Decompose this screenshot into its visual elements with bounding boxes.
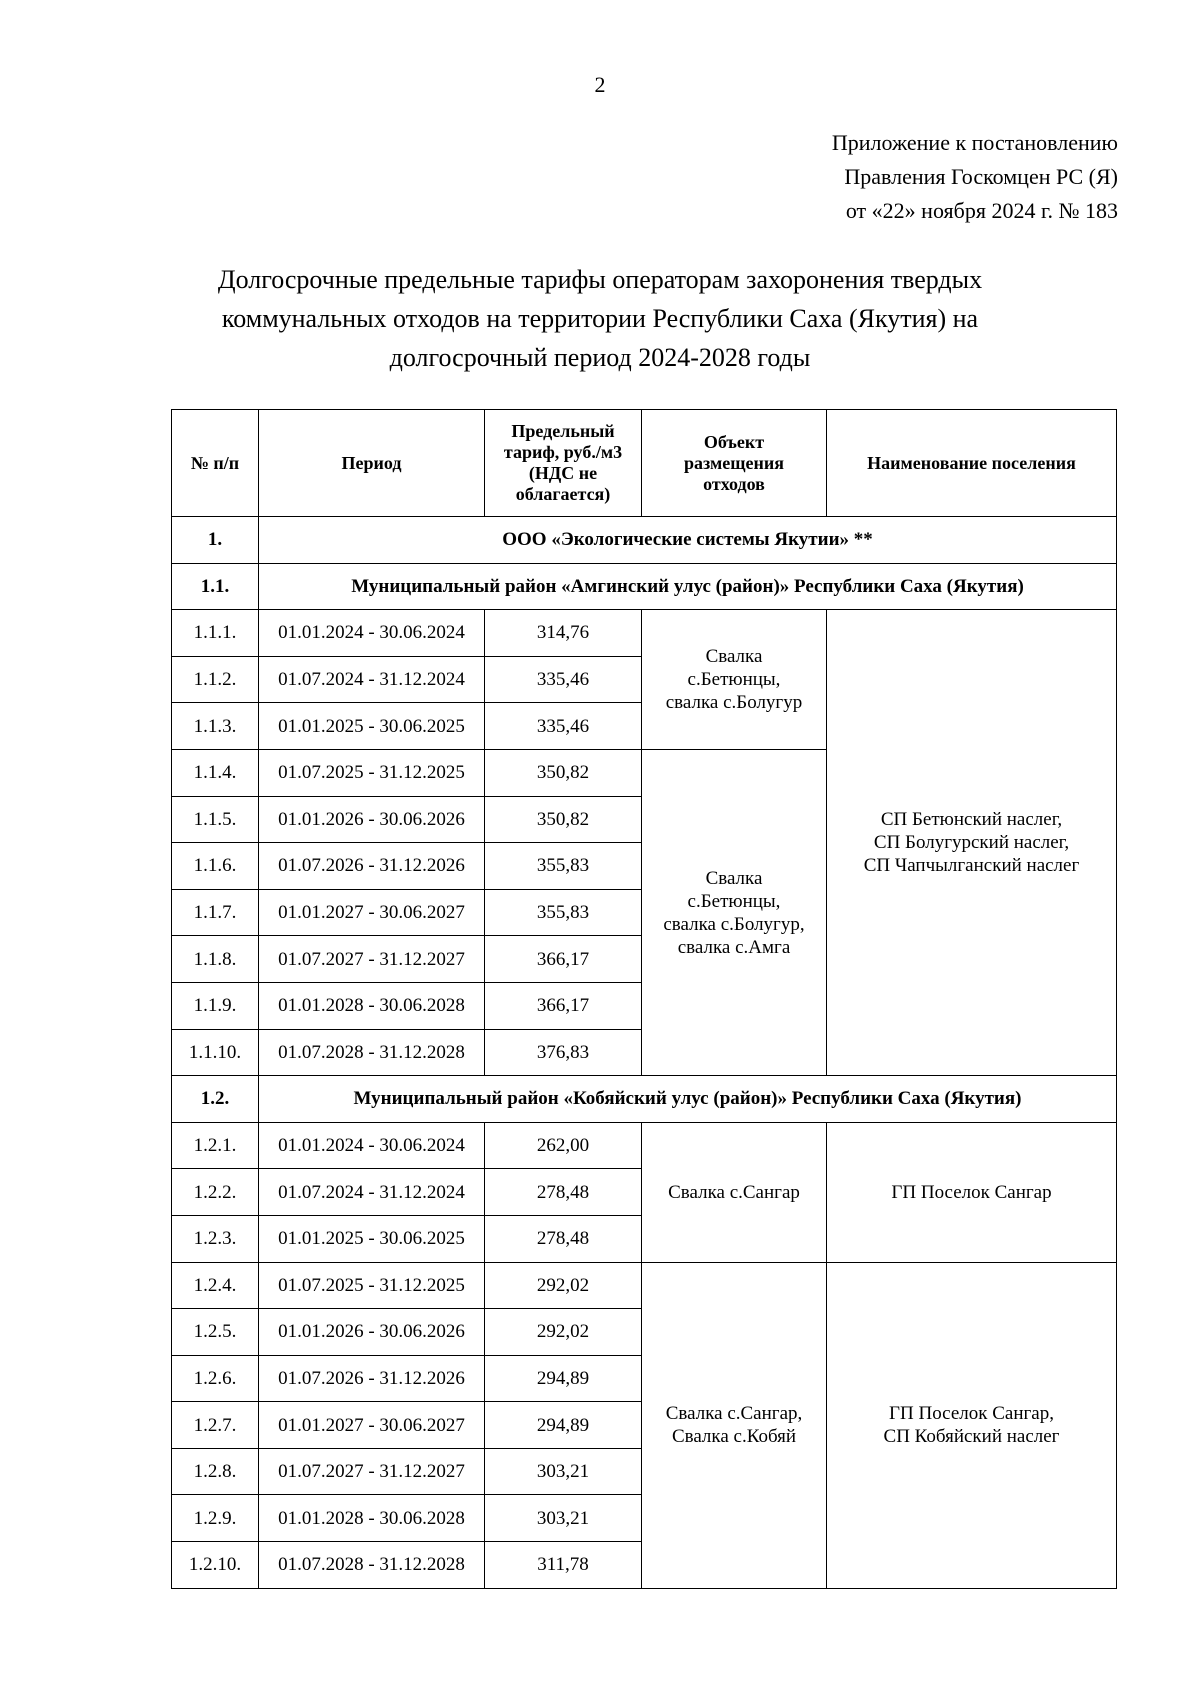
header-num: № п/п [172, 410, 259, 517]
header-tariff-line: облагается) [515, 484, 611, 504]
appendix-line: Приложение к постановлению [831, 130, 1118, 155]
row-tariff: 311,78 [485, 1542, 642, 1589]
section-row [172, 1076, 1117, 1123]
waste-object [642, 1262, 827, 1588]
waste-object-line: Свалка [705, 867, 763, 889]
row-tariff: 366,17 [485, 936, 642, 983]
row-period: 01.01.2027 - 30.06.2027 [259, 889, 485, 936]
title-line: коммунальных отходов на территории Республики Саха (Якутия) на [221, 304, 979, 333]
section-num: 1.2. [172, 1076, 259, 1123]
header-tariff-line: Предельный [511, 421, 615, 441]
row-num: 1.1.2. [172, 656, 259, 703]
row-tariff: 350,82 [485, 796, 642, 843]
row-num: 1.1.7. [172, 889, 259, 936]
row-tariff: 366,17 [485, 982, 642, 1029]
org-row [172, 517, 1117, 564]
row-period: 01.07.2025 - 31.12.2025 [259, 749, 485, 796]
row-tariff: 303,21 [485, 1495, 642, 1542]
row-num: 1.2.8. [172, 1448, 259, 1495]
row-tariff: 294,89 [485, 1402, 642, 1449]
appendix-line: Правления Госкомцен РС (Я) [844, 164, 1118, 189]
row-tariff: 350,82 [485, 749, 642, 796]
settlement [827, 1122, 1117, 1262]
row-period: 01.07.2028 - 31.12.2028 [259, 1542, 485, 1589]
row-num: 1.2.9. [172, 1495, 259, 1542]
row-period: 01.01.2028 - 30.06.2028 [259, 1495, 485, 1542]
row-tariff: 262,00 [485, 1122, 642, 1169]
row-num: 1.1.4. [172, 749, 259, 796]
page-number: 2 [594, 72, 606, 97]
row-tariff: 294,89 [485, 1355, 642, 1402]
row-period: 01.07.2027 - 31.12.2027 [259, 936, 485, 983]
row-tariff: 335,46 [485, 656, 642, 703]
section-num: 1.1. [172, 563, 259, 610]
row-period: 01.01.2028 - 30.06.2028 [259, 982, 485, 1029]
header-tariff-line: тариф, руб./м3 [503, 442, 623, 462]
waste-object-line: с.Бетюнцы, [687, 669, 781, 691]
row-period: 01.07.2026 - 31.12.2026 [259, 843, 485, 890]
row-num: 1.2.10. [172, 1542, 259, 1589]
row-num: 1.2.2. [172, 1169, 259, 1216]
row-num: 1.2.6. [172, 1355, 259, 1402]
row-period: 01.01.2025 - 30.06.2025 [259, 1215, 485, 1262]
settlement-line: ГП Поселок Сангар, [889, 1403, 1054, 1425]
tariff-table [171, 409, 1117, 1589]
row-period: 01.01.2026 - 30.06.2026 [259, 1309, 485, 1356]
settlement [827, 1262, 1117, 1588]
row-num: 1.2.7. [172, 1402, 259, 1449]
row-period: 01.07.2026 - 31.12.2026 [259, 1355, 485, 1402]
header-object [642, 410, 827, 517]
row-period: 01.01.2026 - 30.06.2026 [259, 796, 485, 843]
row-tariff: 278,48 [485, 1215, 642, 1262]
row-period: 01.07.2028 - 31.12.2028 [259, 1029, 485, 1076]
row-num: 1.1.5. [172, 796, 259, 843]
row-tariff: 292,02 [485, 1309, 642, 1356]
row-num: 1.1.8. [172, 936, 259, 983]
settlement-line: ГП Поселок Сангар [891, 1181, 1052, 1203]
header-object-line: отходов [703, 473, 765, 494]
row-num: 1.2.5. [172, 1309, 259, 1356]
row-num: 1.1.9. [172, 982, 259, 1029]
row-num: 1.1.10. [172, 1029, 259, 1076]
row-num: 1.1.6. [172, 843, 259, 890]
waste-object [642, 1122, 827, 1262]
row-period: 01.07.2024 - 31.12.2024 [259, 1169, 485, 1216]
waste-object-line: свалка с.Болугур, [663, 913, 805, 935]
title-line: Долгосрочные предельные тарифы операторам захоронения твердых [217, 265, 983, 294]
row-num: 1.2.1. [172, 1122, 259, 1169]
row-tariff: 355,83 [485, 889, 642, 936]
title-line: долгосрочный период 2024-2028 годы [389, 343, 811, 372]
document-title [150, 260, 1050, 377]
row-num: 1.2.3. [172, 1215, 259, 1262]
header-object-line: Объект [703, 431, 765, 452]
row-tariff: 278,48 [485, 1169, 642, 1216]
section-name: Муниципальный район «Кобяйский улус (район)» Республики Саха (Якутия) [259, 1076, 1117, 1123]
waste-object-line: Свалка [705, 646, 763, 668]
header-tariff-line: (НДС не [528, 463, 598, 483]
row-num: 1.1.3. [172, 703, 259, 750]
table-row [172, 1262, 1117, 1309]
settlement-line: СП Чапчылганский наслег [863, 855, 1080, 877]
section-name: Муниципальный район «Амгинский улус (район)» Республики Саха (Якутия) [259, 563, 1117, 610]
org-num: 1. [172, 517, 259, 564]
header-tariff [485, 410, 642, 517]
row-period: 01.01.2025 - 30.06.2025 [259, 703, 485, 750]
table-header-row [172, 410, 1117, 517]
org-name: ООО «Экологические системы Якутии» ** [259, 517, 1117, 564]
appendix-note [618, 126, 1118, 228]
waste-object [642, 749, 827, 1075]
row-period: 01.07.2024 - 31.12.2024 [259, 656, 485, 703]
waste-object-line: Свалка с.Сангар, [665, 1403, 803, 1425]
row-period: 01.01.2027 - 30.06.2027 [259, 1402, 485, 1449]
header-object-line: размещения [684, 452, 784, 473]
header-settlement: Наименование поселения [827, 410, 1117, 517]
waste-object-line: Свалка с.Сангар [668, 1181, 800, 1203]
row-num: 1.1.1. [172, 610, 259, 657]
waste-object-line: Свалка с.Кобяй [671, 1426, 797, 1448]
table-row [172, 610, 1117, 657]
appendix-line: от «22» ноября 2024 г. № 183 [845, 198, 1118, 223]
row-tariff: 335,46 [485, 703, 642, 750]
waste-object-line: с.Бетюнцы, [687, 890, 781, 912]
row-tariff: 292,02 [485, 1262, 642, 1309]
row-period: 01.07.2025 - 31.12.2025 [259, 1262, 485, 1309]
settlement-line: СП Бетюнский наслег, [880, 809, 1063, 831]
settlement-line: СП Болугурский наслег, [873, 832, 1070, 854]
row-tariff: 303,21 [485, 1448, 642, 1495]
waste-object-line: свалка с.Амга [677, 936, 791, 958]
section-row [172, 563, 1117, 610]
settlement-line: СП Кобяйский наслег [883, 1426, 1060, 1448]
row-tariff: 314,76 [485, 610, 642, 657]
waste-object [642, 610, 827, 750]
row-tariff: 355,83 [485, 843, 642, 890]
waste-object-line: свалка с.Болугур [665, 692, 803, 714]
row-num: 1.2.4. [172, 1262, 259, 1309]
settlement [827, 610, 1117, 1076]
row-period: 01.01.2024 - 30.06.2024 [259, 610, 485, 657]
row-period: 01.07.2027 - 31.12.2027 [259, 1448, 485, 1495]
header-period: Период [259, 410, 485, 517]
table-row [172, 1122, 1117, 1169]
row-tariff: 376,83 [485, 1029, 642, 1076]
row-period: 01.01.2024 - 30.06.2024 [259, 1122, 485, 1169]
